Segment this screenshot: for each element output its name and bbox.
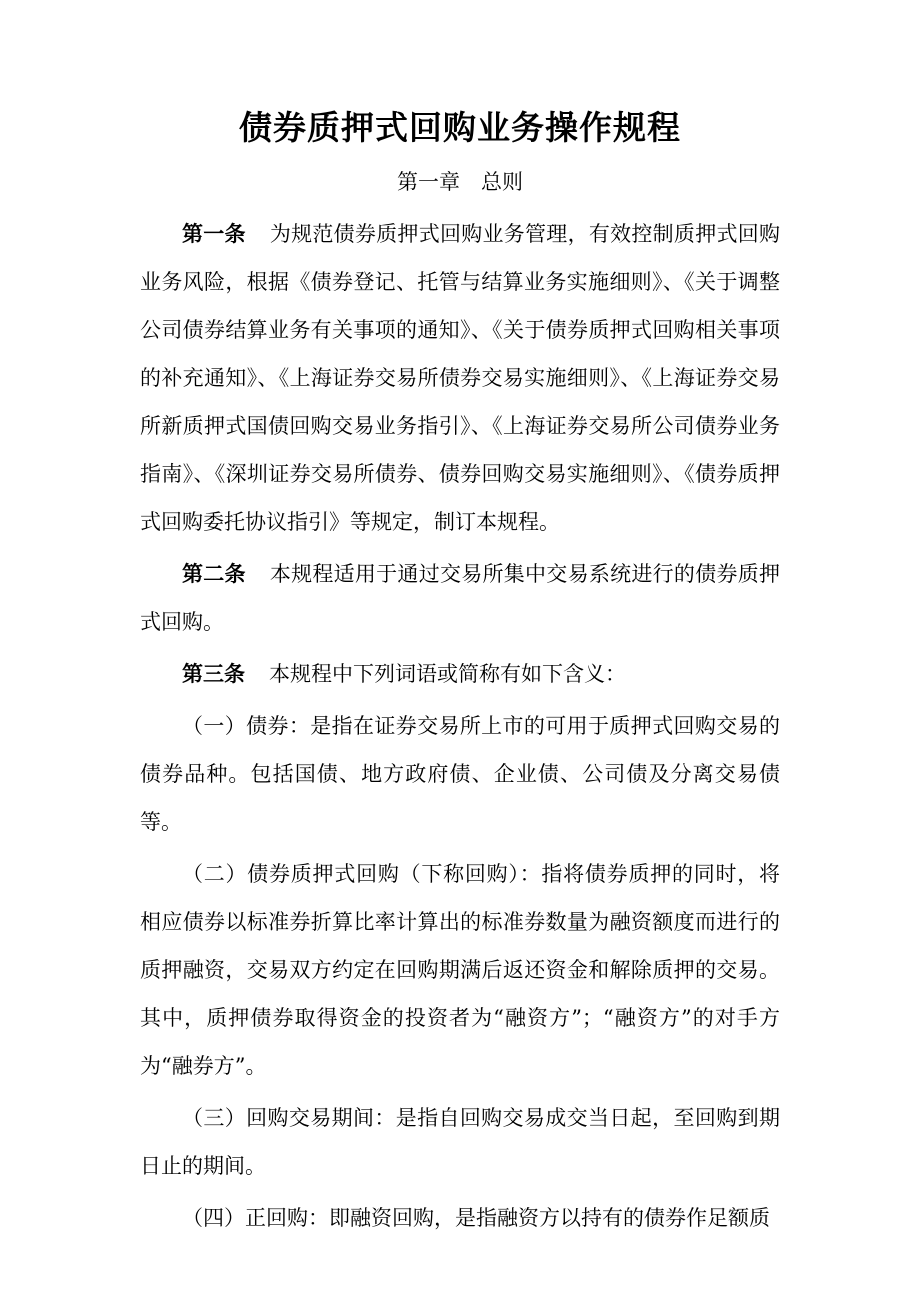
article-text: 本规程中下列词语或简称有如下含义： [269, 662, 626, 686]
document-title: 债券质押式回购业务操作规程 [239, 108, 681, 147]
chapter-heading: 第一章 总则 [397, 170, 523, 194]
article-label: 第二条 [182, 561, 246, 586]
article-text: 本规程适用于通过交易所集中交易系统进行的债券质押式回购。 [140, 562, 781, 634]
article-2 [140, 550, 780, 646]
article-3 [140, 650, 780, 698]
document-body [140, 210, 780, 1242]
clause-4: （四）正回购：即融资回购，是指融资方以持有的债券作足额质 [182, 1206, 770, 1230]
article-label: 第一条 [182, 221, 246, 246]
clause-2: （二）债券质押式回购（下称回购）：指将债券质押的同时，将相应债券以标准券折算比率计算出的标准券数量为融资额度而进行的质押融资，交易双方约定在回购期满后返还资金和解除质押的交易。其中，质押债券取得资金的投资者为“融资方”；“融资方”的对手方为“融券方”。 [140, 862, 780, 1078]
clause-1: （一）债券：是指在证券交易所上市的可用于质押式回购交易的债券品种。包括国债、地方政府债、企业债、公司债及分离交易债等。 [140, 714, 780, 834]
article-text: 为规范债券质押式回购业务管理，有效控制质押式回购业务风险，根据《债券登记、托管与结算业务实施细则》、《关于调整公司债券结算业务有关事项的通知》、《关于债券质押式回购相关事项的补充通知》、《上海证券交易所债券交易实施细则》、《上海证券交易所新质押式国债回购交易业务指引》、《上海证券交易所公司债券业务指南》、《深圳证券交易所债券、债券回购交易实施细则》、《债券质押式回购委托协议指引》等规定，制订本规程。 [140, 222, 781, 534]
clause-3: （三）回购交易期间：是指自回购交易成交当日起，至回购到期日止的期间。 [140, 1106, 780, 1178]
article-label: 第三条 [182, 661, 245, 686]
article-1 [140, 210, 780, 546]
